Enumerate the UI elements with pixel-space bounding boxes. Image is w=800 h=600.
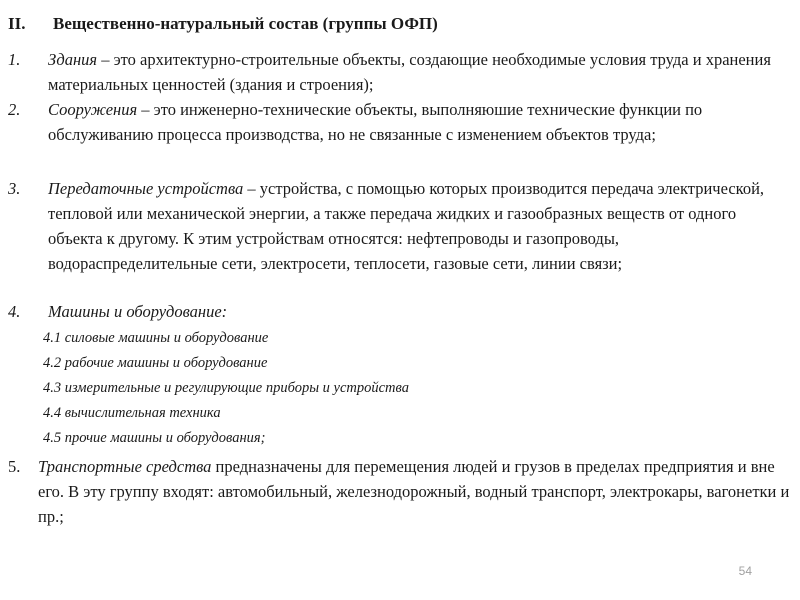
item-text: – это архитектурно-строительные объекты, создающие необходимые условия труда и хранения материальных ценностей (здания и строения); (48, 50, 771, 94)
section-heading (8, 14, 438, 34)
sub-list-item: 4.3 измерительные и регулирующие приборы и устройства (43, 380, 409, 396)
sub-list-item: 4.4 вычислительная техника (43, 405, 221, 421)
item-term: Передаточные устройства (48, 179, 244, 198)
list-item (0, 299, 790, 324)
item-term: Транспортные средства (38, 457, 212, 476)
list-marker: 2. (8, 100, 21, 119)
sub-list-item: 4.2 рабочие машины и оборудование (43, 355, 268, 371)
item-text: – это инженерно-технические объекты, выполняюшие технические функции по обслуживанию процесса производства, но не связанные с изменением объектов труда; (48, 100, 703, 144)
item-term: Сооружения (48, 100, 138, 119)
list-item (0, 454, 790, 529)
item-term: Машины и оборудование: (48, 302, 228, 321)
list-item (0, 97, 790, 147)
item-text: предназначены для перемещения людей и грузов в пределах предприятия и вне его. В эту группу входят: автомобильный, железнодорожный, водный транспорт, электрокары, вагонетки и пр.; (38, 457, 790, 526)
list-marker: 4. (8, 302, 21, 321)
list-marker: 5. (8, 457, 21, 476)
item-term: Здания (48, 50, 98, 69)
list-item (0, 47, 790, 97)
section-title: Вещественно-натуральный состав (группы ОФП) (53, 14, 438, 33)
sub-list-item: 4.5 прочие машины и оборудования; (43, 430, 266, 446)
sub-list-item: 4.1 силовые машины и оборудование (43, 330, 269, 346)
section-number: II. (8, 14, 26, 33)
list-marker: 3. (8, 179, 21, 198)
list-marker: 1. (8, 50, 21, 69)
list-item (0, 176, 790, 276)
page-number: 54 (738, 564, 752, 578)
item-text: – устройства, с помощью которых производится передача электрической, тепловой или механической энергии, а также передача жидких и газообразных веществ от одного объекта к другому. К этим устройствам относятся: нефтепроводы и газопроводы, водораспределительные сети, электросети, теплосети, газовые сети, линии связи; (48, 179, 765, 273)
